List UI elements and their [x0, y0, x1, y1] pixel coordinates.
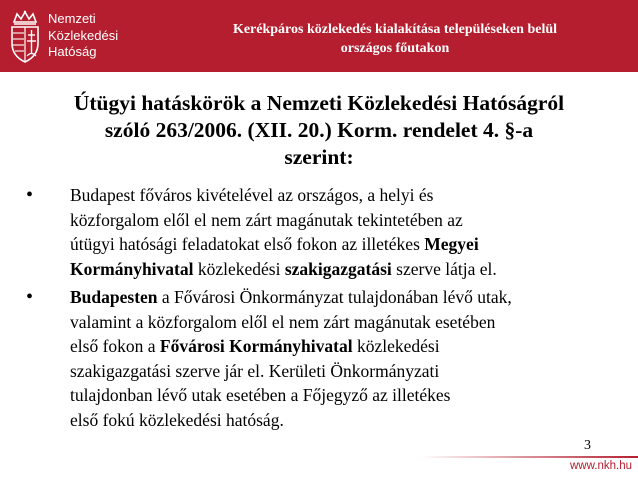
bullet-marker: • [26, 286, 34, 308]
text-run: szerve látja el. [391, 258, 497, 279]
text-run: Budapest főváros kivételével az országos, a helyi és [70, 185, 434, 205]
bullet-text [70, 285, 638, 432]
header-bar [0, 0, 638, 72]
page-number: 3 [584, 438, 591, 453]
logo-line: Hatóság [48, 44, 97, 59]
text-run: közlekedési [352, 336, 440, 356]
nkh-logo [8, 10, 148, 64]
text-run: valamint a közforgalom elől el nem zárt magánutak esetében [70, 311, 496, 332]
text-run: tulajdonban lévő utak esetében a Főjegyző az illetékes [70, 385, 451, 405]
header-title [160, 20, 630, 58]
text-run: a Fővárosi Önkormányzat tulajdonában lévő utak, [157, 287, 512, 307]
text-run: első fokon a [70, 336, 160, 356]
bullet-marker: • [26, 184, 34, 206]
footer-divider [420, 456, 638, 458]
text-line [70, 383, 638, 408]
bullet-list [0, 183, 638, 436]
hungarian-crest-icon [8, 10, 42, 64]
text-line [70, 359, 638, 384]
logo-text [48, 11, 118, 61]
text-line [70, 408, 638, 433]
text-line [70, 232, 638, 257]
slide-heading [0, 90, 638, 171]
bullet-text [70, 183, 638, 281]
heading-line: Útügyi hatáskörök a Nemzeti Közlekedési Hatóságról [73, 91, 565, 115]
header-title-line: országos főutakon [340, 41, 450, 56]
heading-line: szóló 263/2006. (XII. 20.) Korm. rendelet 4. §-a [104, 118, 534, 142]
text-line [70, 334, 638, 359]
text-line [70, 208, 638, 233]
text-run: szakigazgatási szerve jár el. Kerületi Önkormányzati [70, 360, 440, 381]
footer-url: www.nkh.hu [569, 460, 632, 472]
logo-line: Nemzeti [48, 11, 96, 26]
list-item [0, 183, 638, 281]
text-line [70, 257, 638, 282]
bold-text: Fővárosi Kormányhivatal [159, 336, 353, 356]
heading-line: szerint: [284, 145, 354, 169]
bold-text: Megyei [424, 234, 479, 254]
bold-text: szakigazgatási [284, 258, 392, 279]
text-line [70, 183, 638, 208]
text-line [70, 285, 638, 310]
text-run: közlekedési [193, 258, 285, 279]
text-run: közforgalom elől el nem zárt magánutak tekintetében az [70, 209, 463, 230]
logo-line: Közlekedési [48, 27, 119, 43]
text-run: első fokú közlekedési hatóság. [70, 409, 284, 430]
bold-text: Kormányhivatal [70, 258, 194, 279]
header-title-line: Kerékpáros közlekedés kialakítása településeken belül [232, 22, 558, 37]
list-item [0, 285, 638, 432]
text-run: útügyi hatósági feladatokat első fokon az illetékes [70, 234, 425, 254]
bold-text: Budapesten [70, 287, 158, 307]
text-line [70, 310, 638, 335]
